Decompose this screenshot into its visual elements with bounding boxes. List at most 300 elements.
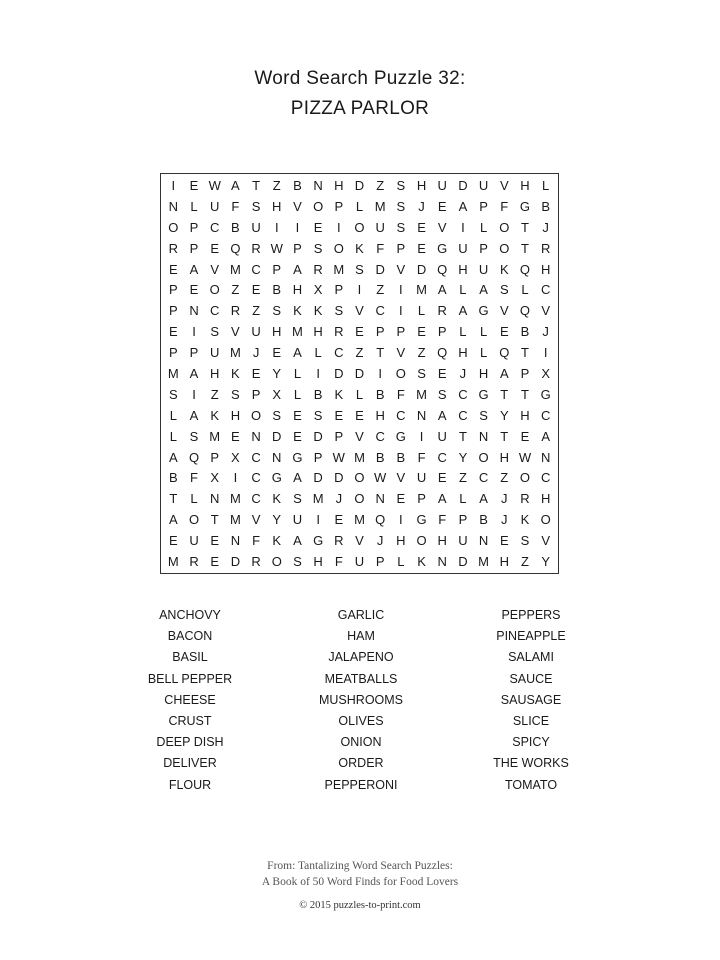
grid-letter: G [271, 470, 282, 486]
grid-letter: O [333, 240, 344, 256]
grid-letter: Y [499, 407, 509, 423]
word-list-item: CHEESE [164, 692, 216, 707]
grid-letter: H [210, 365, 220, 381]
grid-letter: S [272, 303, 282, 319]
grid-letter: H [313, 554, 323, 570]
grid-letter: U [251, 324, 261, 340]
grid-letter: H [313, 324, 323, 340]
grid-letter: U [189, 533, 199, 549]
grid-letter: X [272, 386, 282, 402]
grid-letter: E [499, 533, 509, 549]
word-list-item: DELIVER [163, 756, 217, 771]
grid-letter: T [210, 512, 219, 528]
grid-letter: Z [210, 386, 219, 402]
grid-letter: A [541, 428, 550, 444]
grid-letter: P [375, 554, 385, 570]
grid-letter: R [334, 324, 344, 340]
grid-letter: D [334, 470, 344, 486]
grid-letter: O [540, 512, 551, 528]
grid-letter: E [396, 491, 406, 507]
grid-letter: I [399, 512, 403, 528]
grid-letter: A [189, 365, 199, 381]
grid-letter: Z [376, 282, 385, 298]
grid-letter: S [210, 324, 220, 340]
grid-letter: M [209, 428, 221, 444]
grid-letter: M [416, 282, 427, 298]
grid-letter: Q [437, 345, 448, 361]
grid-letter: L [190, 491, 198, 507]
grid-letter: C [251, 491, 261, 507]
grid-letter: E [210, 554, 220, 570]
grid-letter: E [231, 428, 240, 444]
grid-letter: D [416, 261, 427, 277]
grid-letter: O [271, 554, 282, 570]
grid-letter: N [416, 407, 427, 423]
grid-letter: U [251, 219, 261, 235]
grid-letter: A [458, 198, 468, 214]
grid-letter: D [230, 554, 241, 570]
grid-letter: U [478, 177, 489, 193]
grid-letter: K [334, 386, 344, 402]
grid-letter: E [251, 282, 261, 298]
grid-letter: U [478, 261, 489, 277]
grid-letter: J [459, 365, 467, 381]
grid-letter: E [417, 324, 426, 340]
grid-letter: K [355, 240, 364, 256]
grid-letter: H [375, 407, 385, 423]
word-list-item: MUSHROOMS [318, 692, 404, 707]
grid-letter: A [293, 261, 302, 277]
grid-letter: L [542, 177, 550, 193]
grid-letter: P [169, 282, 178, 298]
grid-letter: N [251, 428, 261, 444]
grid-letter: H [540, 261, 551, 277]
grid-letter: B [313, 386, 323, 402]
grid-letter: S [251, 198, 261, 214]
grid-letter: W [270, 240, 283, 256]
word-list-item: PINEAPPLE [496, 629, 566, 644]
word-list-item: MEATBALLS [324, 671, 398, 686]
grid-letter: I [316, 365, 320, 381]
grid-letter: O [168, 219, 179, 235]
grid-letter: H [520, 177, 530, 193]
grid-letter: M [229, 345, 241, 361]
grid-letter: A [437, 407, 447, 423]
grid-letter: Q [437, 261, 448, 277]
grid-letter: G [478, 303, 489, 319]
grid-letter: P [437, 324, 447, 340]
grid-letter: I [337, 219, 341, 235]
grid-letter: D [458, 177, 468, 193]
grid-letter: I [192, 324, 196, 340]
grid-letter: S [396, 198, 406, 214]
grid-letter: C [458, 386, 468, 402]
word-list-item: FLOUR [168, 777, 212, 792]
grid-letter: D [313, 428, 323, 444]
grid-letter: S [479, 407, 488, 423]
grid-letter: C [251, 470, 261, 486]
grid-letter: S [396, 177, 406, 193]
grid-letter: E [189, 177, 199, 193]
grid-letter: W [518, 449, 532, 465]
grid-letter: H [396, 533, 406, 549]
grid-letter: N [168, 198, 179, 214]
grid-letter: H [478, 365, 489, 381]
grid-letter: U [375, 219, 385, 235]
grid-letter: V [355, 533, 364, 549]
grid-letter: F [438, 512, 447, 528]
grid-letter: O [478, 449, 489, 465]
grid-letter: C [334, 345, 344, 361]
grid-letter: N [478, 428, 489, 444]
grid-letter: B [375, 449, 385, 465]
grid-letter: M [354, 449, 365, 465]
grid-letter: H [416, 177, 427, 193]
grid-letter: S [189, 428, 199, 444]
grid-letter: V [396, 470, 406, 486]
grid-letter: E [417, 240, 426, 256]
grid-letter: L [293, 365, 302, 381]
grid-letter: K [272, 533, 282, 549]
puzzle-title: Word Search Puzzle 32: [254, 68, 466, 89]
grid-letter: Q [519, 261, 531, 277]
grid-letter: S [417, 365, 426, 381]
grid-letter: P [189, 219, 199, 235]
grid-letter: J [418, 198, 425, 214]
grid-letter: N [272, 449, 282, 465]
grid-letter: N [189, 303, 199, 319]
grid-letter: P [169, 303, 178, 319]
grid-letter: E [210, 533, 220, 549]
grid-letter: U [354, 554, 365, 570]
word-list-item: SPICY [512, 735, 550, 750]
word-list-item: THE WORKS [493, 756, 569, 771]
grid-letter: U [292, 512, 303, 528]
grid-letter: A [293, 345, 302, 361]
grid-letter: C [540, 282, 551, 298]
word-list-item: DEEP DISH [156, 735, 224, 750]
grid-letter: O [188, 512, 200, 528]
puzzle-subtitle: PIZZA PARLOR [290, 98, 430, 119]
grid-letter: V [499, 177, 509, 193]
grid-letter: J [335, 491, 343, 507]
grid-letter: P [417, 491, 426, 507]
grid-letter: M [167, 365, 179, 381]
grid-letter: C [210, 219, 220, 235]
grid-letter: I [357, 282, 362, 298]
grid-letter: P [479, 198, 488, 214]
grid-letter: B [396, 449, 406, 465]
grid-letter: E [251, 365, 261, 381]
grid-letter: S [355, 261, 364, 277]
letter-grid [160, 173, 559, 574]
grid-letter: E [210, 240, 220, 256]
word-list-item: TOMATO [504, 777, 558, 792]
grid-letter: U [437, 177, 447, 193]
grid-letter: P [396, 240, 406, 256]
grid-letter: N [210, 491, 220, 507]
grid-letter: W [374, 470, 387, 486]
grid-letter: R [251, 554, 261, 570]
grid-letter: Q [230, 240, 241, 256]
grid-letter: R [168, 240, 179, 256]
grid-letter: B [520, 324, 530, 340]
grid-letter: K [272, 491, 282, 507]
grid-letter: S [231, 386, 240, 402]
grid-letter: K [313, 303, 323, 319]
grid-letter: D [354, 365, 365, 381]
grid-letter: A [437, 491, 447, 507]
grid-letter: A [189, 407, 199, 423]
grid-letter: L [417, 303, 426, 319]
grid-letter: B [169, 470, 178, 486]
grid-letter: J [376, 533, 384, 549]
grid-letter: P [334, 282, 344, 298]
word-list-item: SAUSAGE [500, 692, 562, 707]
grid-letter: B [541, 198, 550, 214]
grid-letter: B [479, 512, 488, 528]
grid-letter: M [167, 554, 179, 570]
grid-letter: E [169, 261, 178, 277]
grid-letter: F [334, 554, 343, 570]
grid-letter: S [169, 386, 178, 402]
grid-letter: I [192, 386, 196, 402]
grid-letter: R [520, 491, 530, 507]
grid-letter: R [230, 303, 241, 319]
grid-letter: F [252, 533, 261, 549]
grid-letter: D [272, 428, 282, 444]
grid-letter: Q [375, 512, 386, 528]
grid-letter: A [458, 303, 468, 319]
grid-letter: J [501, 491, 508, 507]
grid-letter: X [210, 470, 220, 486]
grid-letter: T [252, 177, 261, 193]
grid-letter: U [437, 428, 447, 444]
grid-letter: E [437, 365, 447, 381]
grid-letter: F [417, 449, 426, 465]
grid-letter: E [355, 407, 364, 423]
grid-letter: A [169, 449, 178, 465]
grid-letter: C [458, 407, 468, 423]
grid-letter: V [541, 303, 550, 319]
grid-letter: A [437, 282, 447, 298]
grid-letter: A [293, 533, 302, 549]
grid-letter: C [375, 303, 385, 319]
grid-letter: I [399, 303, 403, 319]
grid-letter: S [313, 407, 323, 423]
grid-letter: O [519, 470, 531, 486]
word-list-item: GARLIC [337, 608, 385, 622]
grid-letter: U [210, 345, 220, 361]
grid-letter: V [396, 345, 406, 361]
grid-letter: M [229, 491, 241, 507]
grid-letter: L [479, 345, 488, 361]
grid-letter: D [313, 470, 323, 486]
grid-letter: E [272, 345, 282, 361]
grid-letter: G [416, 512, 427, 528]
grid-letter: X [231, 449, 240, 465]
word-list-item: BASIL [172, 650, 208, 665]
grid-letter: O [499, 219, 510, 235]
grid-letter: C [478, 470, 489, 486]
grid-letter: T [500, 428, 509, 444]
grid-letter: L [521, 282, 529, 298]
grid-letter: I [461, 219, 465, 235]
grid-letter: V [499, 303, 509, 319]
grid-letter: T [458, 428, 467, 444]
word-list-item: OLIVES [338, 713, 384, 728]
grid-letter: F [376, 240, 385, 256]
grid-letter: E [520, 428, 530, 444]
grid-letter: I [233, 470, 238, 486]
grid-letter: V [210, 261, 220, 277]
grid-letter: S [499, 282, 509, 298]
grid-letter: F [500, 198, 509, 214]
grid-letter: Z [231, 282, 240, 298]
grid-letter: S [272, 407, 282, 423]
grid-letter: C [437, 449, 447, 465]
grid-letter: F [231, 198, 240, 214]
grid-letter: T [169, 491, 178, 507]
grid-letter: O [354, 491, 365, 507]
grid-letter: E [437, 470, 447, 486]
grid-letter: U [416, 470, 427, 486]
grid-letter: G [478, 386, 489, 402]
grid-letter: F [190, 470, 198, 486]
grid-letter: E [189, 282, 199, 298]
grid-letter: E [417, 219, 426, 235]
grid-letter: V [355, 428, 364, 444]
grid-letter: Q [499, 345, 510, 361]
grid-letter: P [210, 449, 220, 465]
word-list-column-3 [451, 605, 611, 796]
grid-letter: B [231, 219, 240, 235]
grid-letter: N [230, 533, 241, 549]
grid-letter: H [499, 554, 509, 570]
grid-letter: C [540, 470, 551, 486]
grid-letter: R [540, 240, 551, 256]
grid-letter: A [479, 491, 488, 507]
grid-letter: I [171, 177, 176, 193]
grid-letter: I [274, 219, 279, 235]
grid-letter: H [334, 177, 344, 193]
grid-letter: W [332, 449, 345, 465]
grid-letter: T [520, 345, 529, 361]
word-list-item: SALAMI [508, 650, 554, 665]
grid-letter: Z [417, 345, 426, 361]
grid-letter: N [375, 491, 385, 507]
grid-letter: Q [519, 303, 531, 319]
grid-letter: Y [541, 554, 550, 570]
grid-letter: K [293, 303, 302, 319]
grid-letter: H [292, 282, 303, 298]
grid-letter: A [479, 282, 488, 298]
grid-letter: G [395, 428, 406, 444]
grid-letter: L [169, 407, 177, 423]
grid-letter: G [292, 449, 303, 465]
grid-letter: C [540, 407, 551, 423]
grid-letter: R [437, 303, 447, 319]
grid-letter: P [520, 365, 530, 381]
grid-letter: N [437, 554, 447, 570]
grid-letter: S [293, 491, 302, 507]
grid-letter: L [293, 386, 302, 402]
grid-letter: P [375, 324, 385, 340]
grid-letter: L [459, 324, 467, 340]
grid-letter: P [251, 386, 261, 402]
grid-letter: M [312, 491, 324, 507]
grid-letter: I [399, 282, 403, 298]
grid-letter: P [396, 324, 406, 340]
grid-letter: A [189, 261, 199, 277]
grid-letter: Z [376, 177, 385, 193]
word-list-item: JALAPENO [328, 650, 394, 665]
word-list-item: BACON [167, 629, 213, 644]
grid-letter: S [313, 240, 323, 256]
grid-letter: L [190, 198, 198, 214]
grid-letter: T [520, 240, 529, 256]
grid-letter: O [251, 407, 262, 423]
grid-letter: L [169, 428, 177, 444]
grid-letter: Z [520, 554, 529, 570]
grid-letter: K [231, 365, 240, 381]
grid-letter: Z [252, 303, 261, 319]
grid-letter: U [458, 533, 468, 549]
grid-letter: B [293, 177, 302, 193]
grid-letter: A [231, 177, 240, 193]
grid-letter: U [210, 198, 220, 214]
grid-letter: V [251, 512, 261, 528]
grid-letter: U [458, 240, 468, 256]
grid-letter: P [189, 345, 199, 361]
grid-letter: E [437, 198, 447, 214]
grid-letter: P [334, 198, 344, 214]
grid-letter: V [355, 303, 364, 319]
grid-letter: Z [272, 177, 281, 193]
grid-letter: N [313, 177, 323, 193]
grid-letter: M [478, 554, 490, 570]
grid-letter: Z [500, 470, 509, 486]
grid-letter: I [295, 219, 300, 235]
grid-letter: M [229, 512, 241, 528]
grid-letter: O [416, 533, 427, 549]
grid-letter: S [520, 533, 530, 549]
grid-letter: A [169, 512, 178, 528]
grid-letter: Y [272, 512, 282, 528]
word-list-item: ORDER [338, 756, 384, 771]
word-list-item: HAM [347, 629, 375, 644]
grid-letter: S [396, 219, 406, 235]
grid-letter: W [208, 177, 221, 193]
grid-letter: K [499, 261, 509, 277]
grid-letter: R [189, 554, 199, 570]
grid-letter: C [251, 261, 261, 277]
grid-letter: E [293, 407, 302, 423]
grid-letter: E [169, 324, 178, 340]
grid-letter: H [520, 407, 530, 423]
grid-letter: N [540, 449, 551, 465]
grid-letter: C [251, 449, 261, 465]
word-list-column-2 [281, 605, 441, 796]
word-list-item: ONION [340, 735, 382, 750]
grid-letter: V [437, 219, 447, 235]
grid-letter: L [355, 386, 364, 402]
grid-letter: I [378, 365, 382, 381]
word-list-column-1 [110, 605, 270, 796]
grid-letter: G [437, 240, 448, 256]
grid-letter: H [458, 345, 468, 361]
grid-letter: I [316, 512, 320, 528]
